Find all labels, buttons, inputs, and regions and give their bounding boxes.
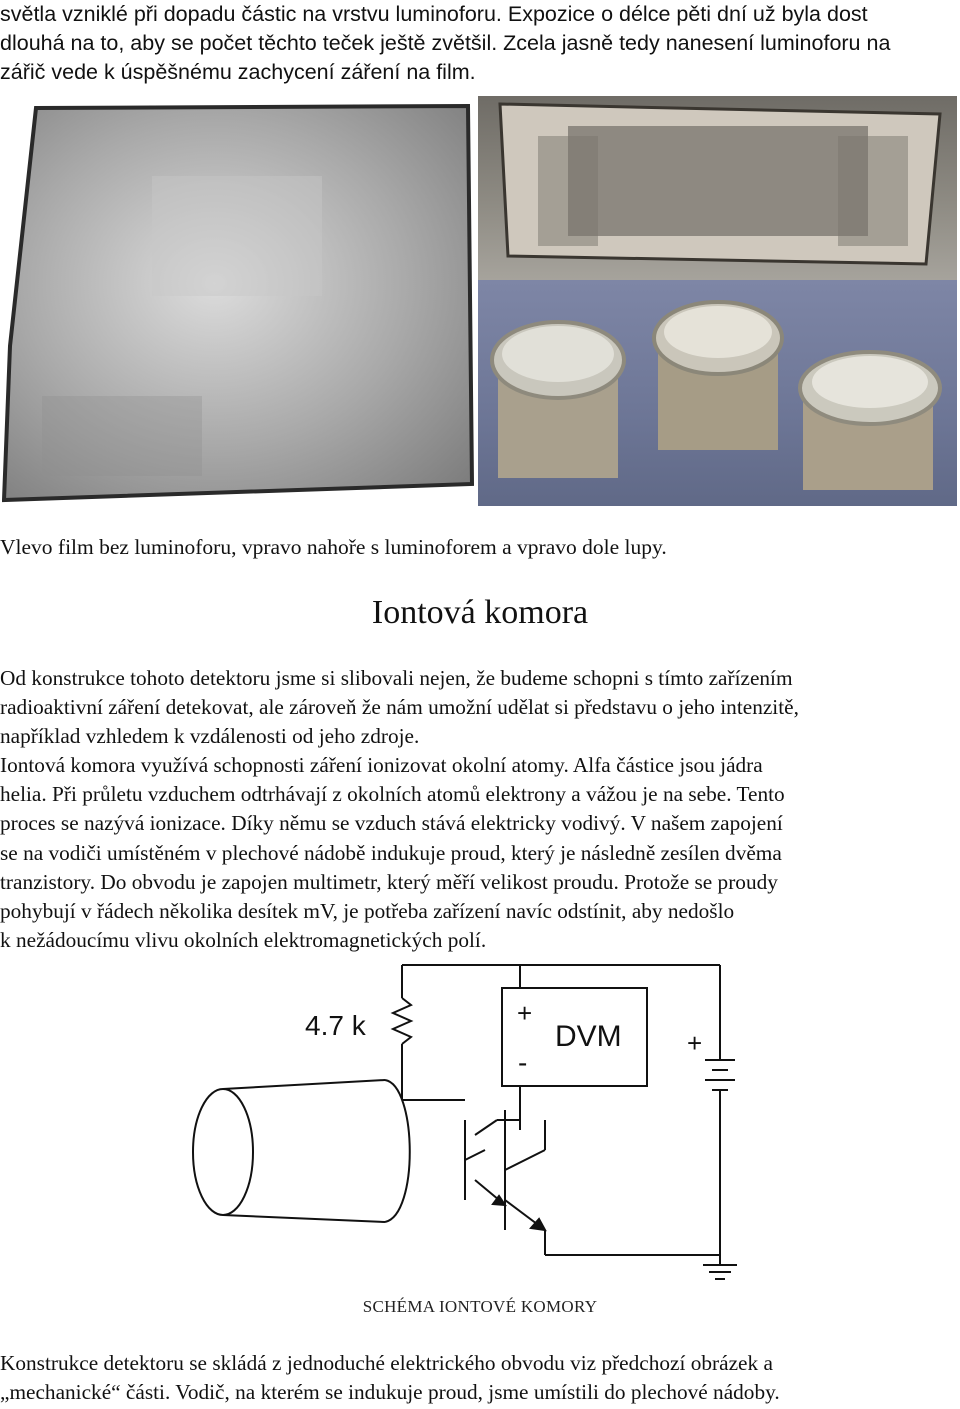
schematic-caption: SCHÉMA IONTOVÉ KOMORY (362, 1297, 598, 1316)
transistor-pair-symbol (402, 1100, 545, 1255)
body-line: proces se nazývá ionizace. Díky němu se vzduch stává elektricky vodivý. V našem zapojení (0, 811, 783, 836)
voltmeter-minus-label: - (518, 1047, 528, 1078)
body-line: helia. Při průletu vzduchem odtrhávají z okolních atomů elektrony a vážou je na sebe. Tento (0, 782, 785, 807)
body-line: Od konstrukce tohoto detektoru jsme si slibovali nejen, že budeme schopni s tímto zařízením (0, 666, 793, 690)
ion-chamber-cylinder (193, 1080, 410, 1222)
body-line: k nežádoucímu vlivu okolních elektromagnetických polí. (0, 927, 487, 952)
body-line: Iontová komora využívá schopnosti záření ionizovat okolní atomy. Alfa částice jsou jádra (0, 753, 763, 778)
battery-symbol (705, 965, 735, 1255)
resistor-symbol (393, 965, 411, 1100)
intro-line-2: dlouhá na to, aby se počet těchto teček ještě zvětšil. Zcela jasně tedy nanesení luminoforu na (0, 31, 891, 55)
voltmeter-label: DVM (555, 1020, 622, 1053)
body-line: se na vodiči umístěném v plechové nádobě indukuje proud, který je následně zesílen dvěma (0, 840, 782, 865)
ground-symbol (703, 1255, 737, 1279)
film-without-luminophore-photo (2, 96, 476, 505)
voltmeter-plus-label: + (517, 998, 533, 1028)
resistor-label: 4.7 k (305, 1010, 366, 1041)
lenses-photo (478, 280, 957, 506)
intro-line-3: zářič vede k úspěšnému zachycení záření na film. (0, 60, 476, 84)
intro-line-1: světla vzniklé při dopadu částic na vrstvu luminoforu. Expozice o délce pěti dní už byla dost (0, 2, 868, 26)
battery-plus-label: + (687, 1028, 703, 1058)
closing-line: „mechanické“ části. Vodič, na kterém se indukuje proud, jsme umístili do plechové nádoby. (0, 1380, 780, 1405)
figure-caption: Vlevo film bez luminoforu, vpravo nahoře s luminoforem a vpravo dole lupy. (0, 535, 667, 559)
body-line: například vzhledem k vzdálenosti od jeho zdroje. (0, 724, 420, 749)
closing-paragraph (0, 1349, 958, 1407)
section-heading: Iontová komora (371, 594, 589, 631)
section-body (0, 664, 958, 955)
ion-chamber-schematic (185, 960, 765, 1290)
body-line: tranzistory. Do obvodu je zapojen multimetr, který měří velikost proudu. Protože se proudy (0, 869, 778, 894)
body-line: radioaktivní záření detekovat, ale zároveň že nám umožní udělat si představu o jeho intenzitě, (0, 695, 799, 720)
film-with-luminophore-photo (478, 96, 957, 280)
body-line: pohybují v řádech několika desítek mV, je potřeba zařízení navíc odstínit, aby nedošlo (0, 898, 735, 923)
closing-line: Konstrukce detektoru se skládá z jednoduché elektrického obvodu viz předchozí obrázek a (0, 1351, 773, 1375)
